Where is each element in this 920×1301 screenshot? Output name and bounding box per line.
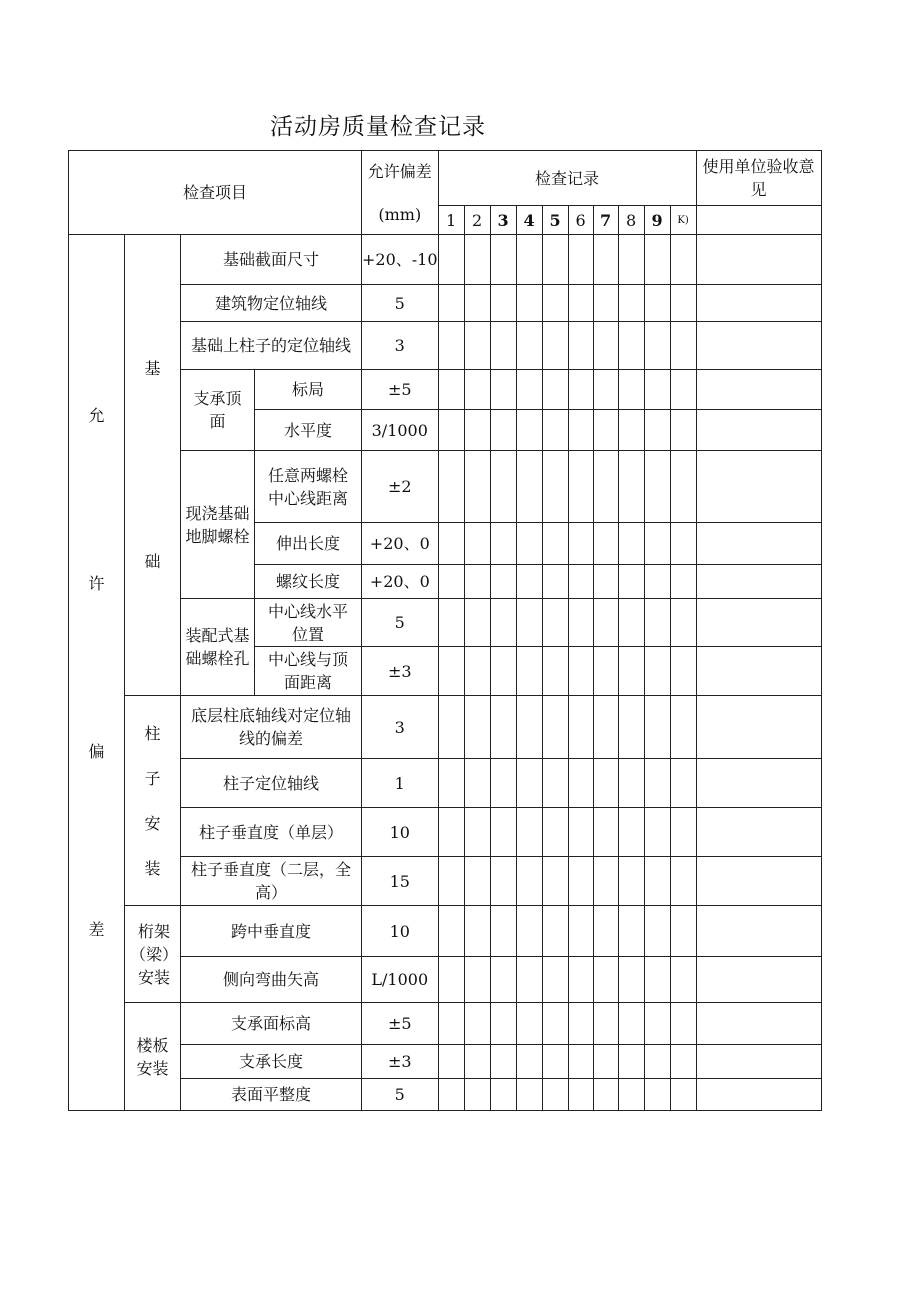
inspection-table xyxy=(68,150,822,1111)
row-14-item: 跨中垂直度 xyxy=(181,906,362,957)
row-0-item: 基础截面尺寸 xyxy=(181,235,362,285)
side-char-4: 差 xyxy=(88,920,105,939)
row-16-tol: ±5 xyxy=(362,1003,439,1045)
header-record: 检查记录 xyxy=(438,151,696,206)
group-column-char-3: 安 xyxy=(144,813,161,833)
row-13-item: 柱子垂直度（二层，全高） xyxy=(181,857,362,906)
row-9-item: 中心线与顶面距离 xyxy=(255,647,362,696)
group-floor: 楼板安装 xyxy=(125,1003,181,1111)
record-col-6: 6 xyxy=(568,206,593,235)
header-item: 检查项目 xyxy=(69,151,362,235)
group-foundation-char-2: 础 xyxy=(144,552,161,571)
row-7-item: 螺纹长度 xyxy=(255,565,362,599)
row-11-item: 柱子定位轴线 xyxy=(181,759,362,808)
row-2-tol: 3 xyxy=(362,322,439,370)
row-7-tol: +20、0 xyxy=(362,565,439,599)
row-0-tol: +20、-10 xyxy=(362,235,439,285)
group-column xyxy=(125,696,181,906)
record-col-8: 8 xyxy=(618,206,644,235)
row-3-item: 标局 xyxy=(255,370,362,410)
row-18-item: 表面平整度 xyxy=(181,1079,362,1111)
row-16-item: 支承面标高 xyxy=(181,1003,362,1045)
record-col-1: 1 xyxy=(438,206,464,235)
row-4-item: 水平度 xyxy=(255,410,362,451)
opinion-cell-blank xyxy=(696,206,821,235)
row-4-tol: 3/1000 xyxy=(362,410,439,451)
header-tolerance xyxy=(362,151,439,235)
record-col-10: K) xyxy=(670,206,696,235)
group-column-char-4: 装 xyxy=(144,858,161,878)
row-5-item: 任意两螺栓中心线距离 xyxy=(255,451,362,523)
row-17-item: 支承长度 xyxy=(181,1045,362,1079)
row-12-item: 柱子垂直度（单层） xyxy=(181,808,362,857)
record-col-9: 9 xyxy=(644,206,670,235)
record-col-7: 7 xyxy=(593,206,618,235)
row-12-tol: 10 xyxy=(362,808,439,857)
record-col-4: 4 xyxy=(516,206,542,235)
row-13-tol: 15 xyxy=(362,857,439,906)
group-foundation xyxy=(125,235,181,696)
row-6-tol: +20、0 xyxy=(362,523,439,565)
record-col-5: 5 xyxy=(542,206,568,235)
group-column-char-1: 柱 xyxy=(144,723,161,743)
record-col-3: 3 xyxy=(490,206,516,235)
row-11-tol: 1 xyxy=(362,759,439,808)
subgroup-bolt: 现浇基础地脚螺栓 xyxy=(181,451,255,599)
row-6-item: 伸出长度 xyxy=(255,523,362,565)
subgroup-hole: 装配式基础螺栓孔 xyxy=(181,599,255,696)
row-3-tol: ±5 xyxy=(362,370,439,410)
row-5-tol: ±2 xyxy=(362,451,439,523)
row-2-item: 基础上柱子的定位轴线 xyxy=(181,322,362,370)
side-char-2: 许 xyxy=(88,574,105,593)
side-char-3: 偏 xyxy=(88,742,105,761)
row-8-item: 中心线水平位置 xyxy=(255,599,362,647)
row-17-tol: ±3 xyxy=(362,1045,439,1079)
group-foundation-char-1: 基 xyxy=(144,359,161,378)
row-8-tol: 5 xyxy=(362,599,439,647)
page-title: 活动房质量检查记录 xyxy=(270,114,486,140)
header-opinion: 使用单位验收意见 xyxy=(696,151,821,206)
row-15-item: 侧向弯曲矢高 xyxy=(181,957,362,1003)
record-col-2: 2 xyxy=(464,206,490,235)
row-1-item: 建筑物定位轴线 xyxy=(181,285,362,322)
group-column-char-2: 子 xyxy=(144,768,161,788)
header-tolerance-line1: 允许偏差 xyxy=(367,161,432,181)
group-truss: 桁架（梁）安装 xyxy=(125,906,181,1003)
row-14-tol: 10 xyxy=(362,906,439,957)
row-10-tol: 3 xyxy=(362,696,439,759)
row-9-tol: ±3 xyxy=(362,647,439,696)
row-18-tol: 5 xyxy=(362,1079,439,1111)
row-10-item: 底层柱底轴线对定位轴线的偏差 xyxy=(181,696,362,759)
side-label xyxy=(69,235,125,1111)
side-char-1: 允 xyxy=(88,406,105,425)
row-1-tol: 5 xyxy=(362,285,439,322)
subgroup-support: 支承顶面 xyxy=(181,370,255,451)
header-tolerance-line2: (mm) xyxy=(378,204,422,224)
row-15-tol: L/1000 xyxy=(362,957,439,1003)
